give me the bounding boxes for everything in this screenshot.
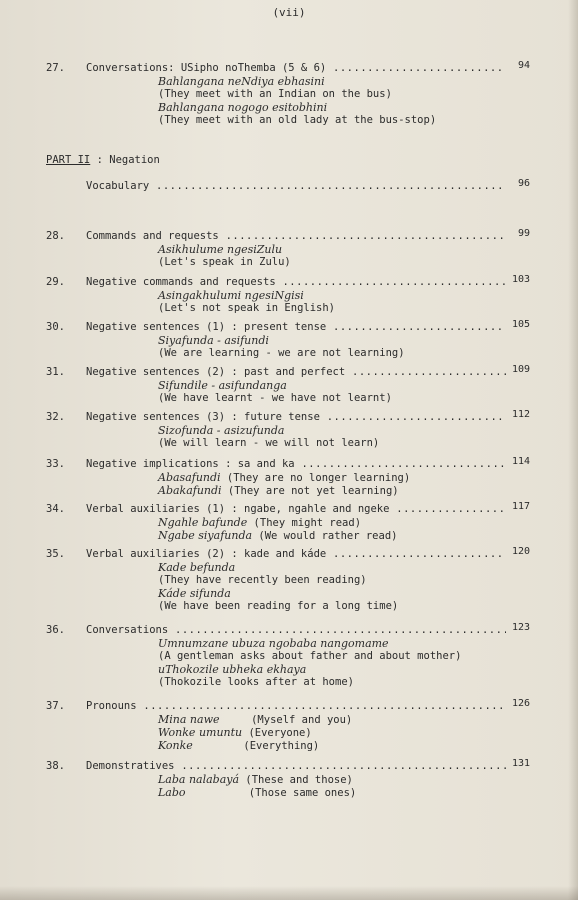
entry-page-number: 131 xyxy=(511,758,530,769)
zulu-phrase: Bahlangana nogogo esitobhini xyxy=(158,101,328,114)
entry-title: Negative sentences (1) : present tense ..... xyxy=(86,321,506,335)
entry-title: Commands and requests ..... xyxy=(86,230,506,244)
entry-title: Vocabulary ..... xyxy=(86,180,506,194)
zulu-phrase: Abasafundi xyxy=(158,471,221,484)
english-translation: (Everyone) xyxy=(242,727,312,739)
english-translation: (We would rather read) xyxy=(252,530,398,542)
zulu-phrase: Laba nalabayá xyxy=(158,773,240,786)
english-translation: (They are not yet learning) xyxy=(221,485,399,497)
entry-number: 37. xyxy=(46,700,65,712)
zulu-phrase: Siyafunda - asifundi xyxy=(158,334,269,347)
entry-page-number: 99 xyxy=(517,228,530,239)
entry-number: 36. xyxy=(46,624,65,636)
entry-page-number: 114 xyxy=(511,456,530,467)
entry-title: Negative sentences (3) : future tense ..... xyxy=(86,411,506,425)
english-translation: (Those same ones) xyxy=(185,787,357,799)
page-bottom-shadow xyxy=(0,886,578,900)
english-translation: (They might read) xyxy=(247,517,362,529)
entry-page-number: 123 xyxy=(511,622,530,633)
english-translation: (We have learnt - we have not learnt) xyxy=(158,392,392,404)
page-edge-shadow xyxy=(568,0,578,900)
english-translation: (They are no longer learning) xyxy=(220,472,411,484)
entry-title: Conversations ..... xyxy=(86,624,506,638)
entry-title: Pronouns ..... xyxy=(86,700,506,714)
entry-subline xyxy=(158,739,319,754)
entry-page-number: 103 xyxy=(511,274,530,285)
entry-page-number: 105 xyxy=(511,319,530,330)
zulu-phrase: Umnumzane ubuza ngobaba nangomame xyxy=(158,637,389,650)
entry-title: Negative commands and requests ..... xyxy=(86,276,506,290)
english-translation: (They have recently been reading) xyxy=(158,574,367,586)
english-translation: (They meet with an Indian on the bus) xyxy=(158,88,392,100)
zulu-phrase: Asikhulume ngesiZulu xyxy=(158,243,283,256)
english-translation: (They meet with an old lady at the bus-stop) xyxy=(158,114,437,126)
entry-subline xyxy=(158,529,397,544)
entry-number: 29. xyxy=(46,276,65,288)
entry-number: 32. xyxy=(46,411,65,423)
zulu-phrase: uThokozile ubheka ekhaya xyxy=(158,663,307,676)
zulu-phrase: Sifundile - asifundanga xyxy=(158,379,287,392)
zulu-phrase: Sizofunda - asizufunda xyxy=(158,424,285,437)
entry-number: 35. xyxy=(46,548,65,560)
entry-number: 30. xyxy=(46,321,65,333)
part-separator: : xyxy=(96,154,103,166)
english-translation: (These and those) xyxy=(239,774,353,786)
entry-title: Negative sentences (2) : past and perfect ..... xyxy=(86,366,506,380)
entry-page-number: 126 xyxy=(511,698,530,709)
entry-number: 33. xyxy=(46,458,65,470)
zulu-phrase: Wonke umuntu xyxy=(158,726,243,739)
zulu-phrase: Asingakhulumi ngesiNgisi xyxy=(158,289,304,302)
entry-subline xyxy=(158,786,356,801)
entry-page-number: 112 xyxy=(511,409,530,420)
entry-title: Conversations: USipho noThemba (5 & 6) ..... xyxy=(86,62,506,76)
english-translation: (We are learning - we are not learning) xyxy=(158,347,405,359)
entry-number: 34. xyxy=(46,503,65,515)
entry-page-number: 94 xyxy=(517,60,530,71)
zulu-phrase: Labo xyxy=(158,786,186,799)
entry-page-number: 96 xyxy=(517,178,530,189)
english-translation: (We will learn - we will not learn) xyxy=(158,437,380,449)
english-translation: (Myself and you) xyxy=(219,714,353,726)
entry-number: 38. xyxy=(46,760,65,772)
entry-page-number: 109 xyxy=(511,364,530,375)
zulu-phrase: Mina nawe xyxy=(158,713,220,726)
entry-title: Verbal auxiliaries (1) : ngabe, ngahle and ngeke ..... xyxy=(86,503,506,517)
part-heading xyxy=(46,154,160,166)
english-translation: (Thokozile looks after at home) xyxy=(158,676,354,688)
entry-page-number: 120 xyxy=(511,546,530,557)
entry-number: 31. xyxy=(46,366,65,378)
zulu-phrase: Ngahle bafunde xyxy=(158,516,248,529)
zulu-phrase: Káde sifunda xyxy=(158,587,231,600)
entry-title: Verbal auxiliaries (2) : kade and káde ..... xyxy=(86,548,506,562)
zulu-phrase: Abakafundi xyxy=(158,484,222,497)
entry-number: 27. xyxy=(46,62,65,74)
entry-title: Demonstratives ..... xyxy=(86,760,506,774)
english-translation: (We have been reading for a long time) xyxy=(158,600,399,612)
english-translation: (Everything) xyxy=(192,740,320,752)
zulu-phrase: Ngabe siyafunda xyxy=(158,529,253,542)
zulu-phrase: Bahlangana neNdiya ebhasini xyxy=(158,75,325,88)
entry-subline xyxy=(158,484,399,499)
entry-number: 28. xyxy=(46,230,65,242)
english-translation: (Let's speak in Zulu) xyxy=(158,256,291,268)
zulu-phrase: Kade befunda xyxy=(158,561,236,574)
entry-page-number: 117 xyxy=(511,501,530,512)
entry-title: Negative implications : sa and ka ..... xyxy=(86,458,506,472)
part-label: PART II xyxy=(46,154,91,166)
english-translation: (Let's not speak in English) xyxy=(158,302,336,314)
page-number-roman: (vii) xyxy=(272,6,306,19)
zulu-phrase: Konke xyxy=(158,739,193,752)
part-title: Negation xyxy=(109,154,160,166)
english-translation: (A gentleman asks about father and about mother) xyxy=(158,650,462,662)
